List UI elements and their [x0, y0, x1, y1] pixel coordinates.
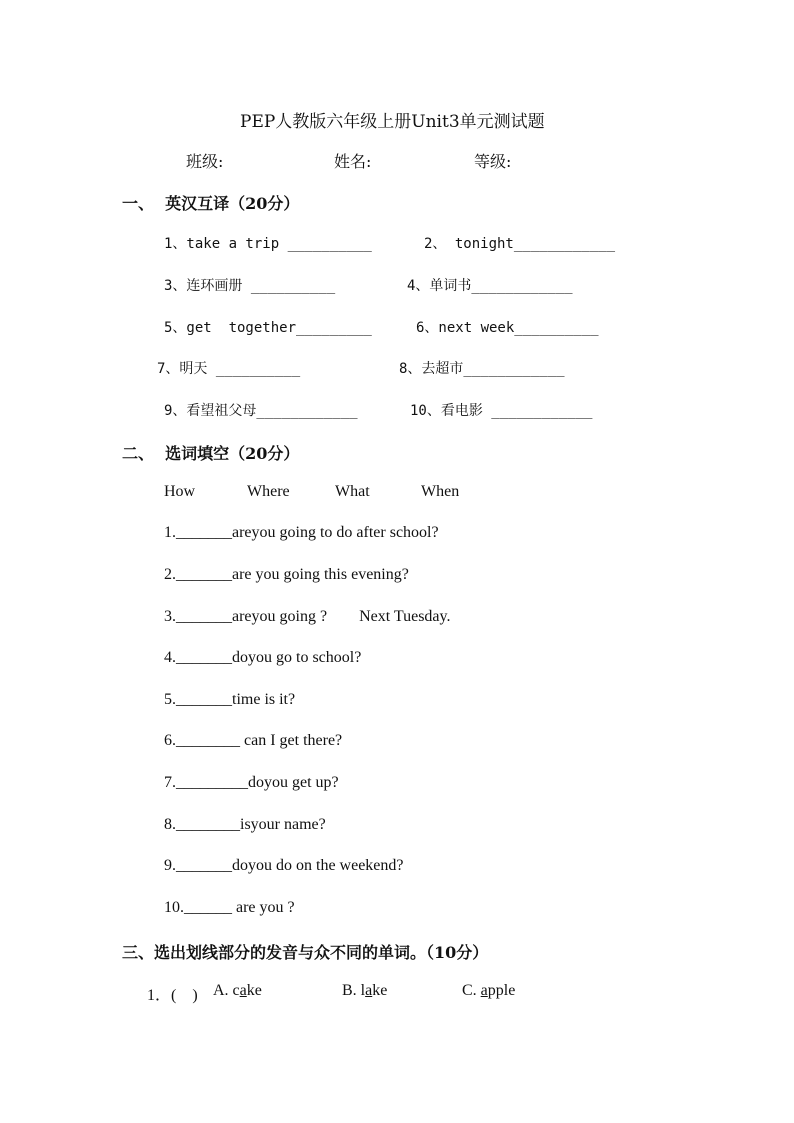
s2-item-3: 3._______areyou going ? Next Tuesday.	[164, 608, 451, 625]
s3-q1-option-b: B. lake	[342, 982, 388, 999]
name-label: 姓名:	[334, 152, 372, 171]
s1-item-4: 4、单词书____________	[407, 278, 573, 294]
word-option-how: How	[164, 483, 196, 500]
s2-item-7: 7._________doyou get up?	[164, 774, 339, 791]
s2-item-1: 1._______areyou going to do after school?	[164, 524, 439, 541]
underlined-letter: a	[365, 982, 373, 999]
page-title: PEP人教版六年级上册Unit3单元测试题	[240, 112, 545, 132]
s1-item-2: 2、 tonight____________	[424, 236, 616, 252]
s3-q1-number: 1．( )	[147, 987, 198, 1004]
s1-item-8: 8、去超市____________	[399, 361, 565, 377]
s1-item-5: 5、get together_________	[164, 320, 372, 336]
s3-q1-option-a: A. cake	[213, 982, 262, 999]
section-3-heading: 三、选出划线部分的发音与众不同的单词。（10分）	[122, 943, 489, 962]
s1-item-6: 6、next week__________	[416, 320, 599, 336]
class-label: 班级:	[186, 152, 224, 171]
section-1-heading: 一、 英汉互译（20分）	[122, 194, 300, 213]
s2-item-10: 10.______ are you ?	[164, 899, 295, 916]
s2-item-6: 6.________ can I get there?	[164, 732, 343, 749]
s1-item-7: 7、明天 __________	[157, 361, 301, 377]
word-option-what: What	[335, 483, 370, 500]
s1-item-9: 9、看望祖父母____________	[164, 403, 358, 419]
s3-q1-option-c: C. apple	[462, 982, 516, 999]
grade-label: 等级:	[474, 152, 512, 171]
s2-item-5: 5._______time is it?	[164, 691, 296, 708]
word-option-when: When	[421, 483, 460, 500]
s2-item-9: 9._______doyou do on the weekend?	[164, 857, 404, 874]
s2-item-4: 4._______doyou go to school?	[164, 649, 362, 666]
s2-item-2: 2._______are you going this evening?	[164, 566, 409, 583]
s1-item-3: 3、连环画册 __________	[164, 278, 336, 294]
word-option-where: Where	[247, 483, 290, 500]
s1-item-1: 1、take a trip __________	[164, 236, 372, 252]
underlined-letter: a	[480, 982, 488, 999]
underlined-letter: a	[239, 982, 247, 999]
s1-item-10: 10、看电影 ____________	[410, 403, 593, 419]
s2-item-8: 8.________isyour name?	[164, 816, 326, 833]
section-2-heading: 二、 选词填空（20分）	[122, 444, 300, 463]
